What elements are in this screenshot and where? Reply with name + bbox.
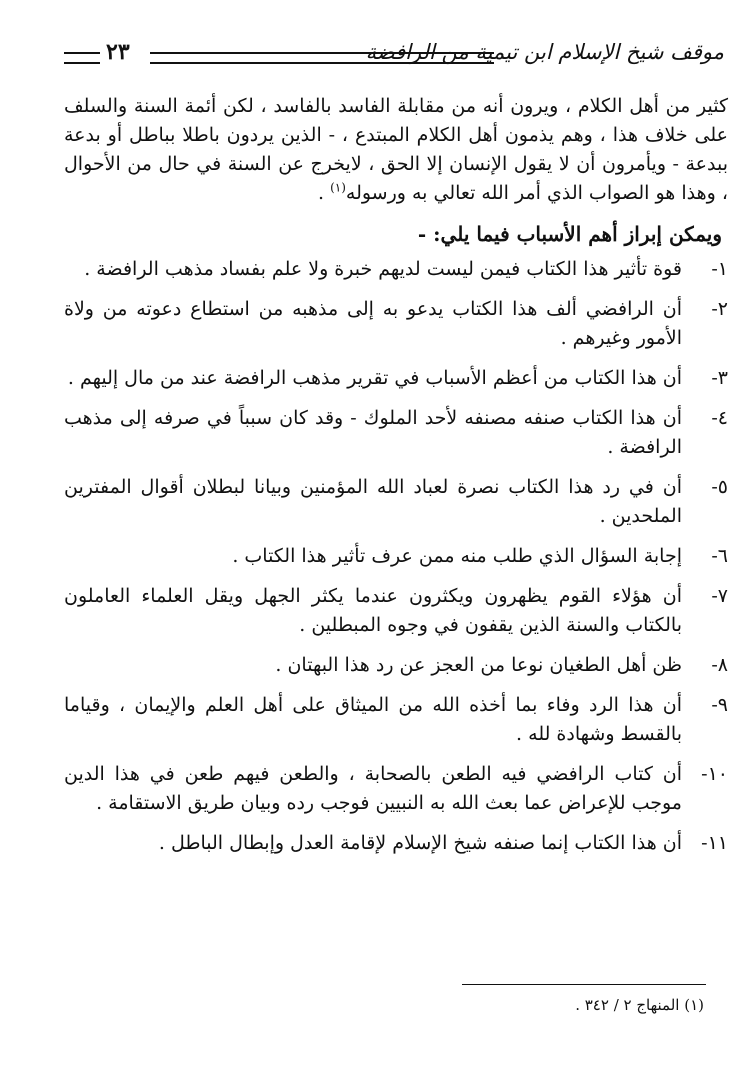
item-number: ٣- (711, 367, 728, 389)
item-number: ٧- (711, 585, 728, 607)
page-body (64, 92, 728, 869)
footnote-rule (462, 984, 706, 985)
item-text: أن هذا الكتاب إنما صنفه شيخ الإسلام لإقامة العدل وإبطال الباطل . (158, 832, 682, 854)
item-text: أن هؤلاء القوم يظهرون ويكثرون عندما يكثر الجهل ويقل العلماء العاملون بالكتاب والسنة الذين يقفون في وجوه المبطلين . (64, 585, 682, 636)
item-number: ١- (711, 258, 728, 280)
item-text: قوة تأثير هذا الكتاب فيمن ليست لديهم خبرة ولا علم بفساد مذهب الرافضة . (84, 258, 682, 280)
footnote: (١) المنهاج ٢ / ٣٤٢ . (575, 996, 704, 1014)
header-rule (150, 52, 494, 64)
item-text: أن الرافضي ألف هذا الكتاب يدعو به إلى مذهبه من استطاع دعوته من ولاة الأمور وغيرهم . (64, 298, 682, 349)
section-heading: ويمكن إبراز أهم الأسباب فيما يلي: - (417, 222, 722, 246)
running-title: موقف شيخ الإسلام ابن تيمية من الرافضة (365, 40, 724, 64)
reasons-list (64, 255, 728, 858)
list-item (64, 404, 728, 462)
list-item (64, 651, 728, 680)
list-item (64, 691, 728, 749)
page-number: ٢٣ (106, 39, 130, 65)
intro-end: . (317, 182, 331, 204)
item-text: ظن أهل الطغيان نوعا من العجز عن رد هذا البهتان . (275, 654, 682, 676)
item-number: ١١- (701, 832, 728, 854)
list-item (64, 364, 728, 393)
item-text: أن كتاب الرافضي فيه الطعن بالصحابة ، والطعن فيهم طعن في هذا الدين موجب للإعراض عما بعث الله به النبيين فوجب رده وبيان طريق الاستقامة . (64, 763, 682, 814)
list-item (64, 295, 728, 353)
list-item (64, 582, 728, 640)
list-item (64, 542, 728, 571)
item-text: أن هذا الكتاب من أعظم الأسباب في تقرير مذهب الرافضة عند من مال إليهم . (67, 367, 682, 389)
item-number: ٤- (711, 407, 728, 429)
header-rule-short (64, 52, 100, 64)
item-number: ٦- (711, 545, 728, 567)
item-number: ٥- (711, 476, 728, 498)
list-item (64, 473, 728, 531)
item-number: ١٠- (701, 763, 728, 785)
item-number: ٢- (711, 298, 728, 320)
list-item (64, 255, 728, 284)
item-text: إجابة السؤال الذي طلب منه ممن عرف تأثير هذا الكتاب . (232, 545, 682, 567)
item-text: أن هذا الكتاب صنفه مصنفه لأحد الملوك - وقد كان سبباً في صرفه إلى مذهب الرافضة . (64, 407, 682, 458)
item-number: ٨- (711, 654, 728, 676)
list-item (64, 760, 728, 818)
footnote-ref[interactable]: (١) (330, 180, 346, 195)
intro-paragraph (64, 92, 728, 208)
list-item (64, 829, 728, 858)
item-number: ٩- (711, 694, 728, 716)
item-text: أن في رد هذا الكتاب نصرة لعباد الله المؤمنين وبيانا لبطلان أقوال المفترين الملحدين . (64, 476, 682, 527)
intro-text: كثير من أهل الكلام ، ويرون أنه من مقابلة الفاسد بالفاسد ، لكن أئمة السنة والسلف على خلاف هذا ، وهم يذمون أهل الكلام المبتدع ، - الذين يردون باطلا بباطل أو بدعة ببدعة - ويأمرون أن لا يقول الإنسان إلا الحق ، لايخرج عن السنة في حال من الأحوال ، وهذا هو الصواب الذي أمر الله تعالي به ورسوله (64, 95, 728, 204)
running-header (64, 36, 724, 76)
item-text: أن هذا الرد وفاء بما أخذه الله من الميثاق على أهل العلم والإيمان ، وقياما بالقسط وشهادة لله . (64, 694, 682, 745)
